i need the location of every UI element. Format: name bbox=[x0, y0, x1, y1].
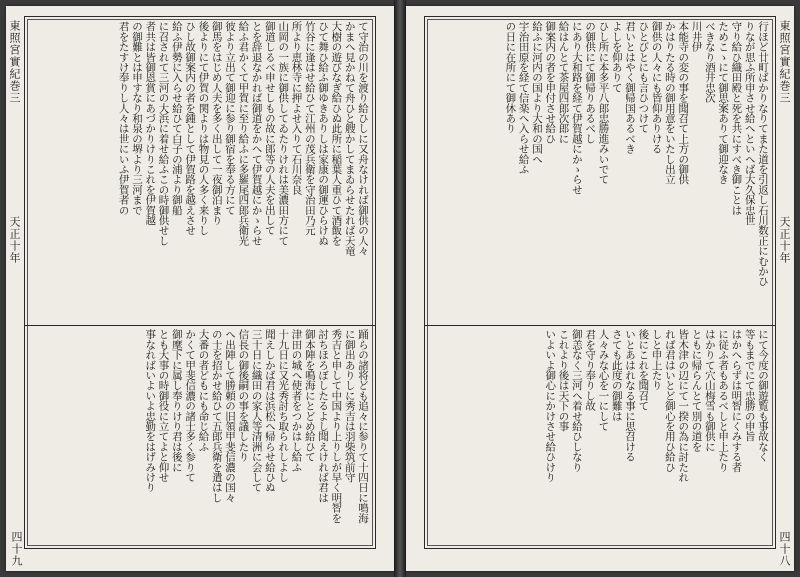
text-column: 君を守り奉りし故 bbox=[584, 328, 597, 411]
text-column: 本能寺の変の事を聞召て上方の御供 bbox=[677, 21, 690, 185]
left-top-block bbox=[31, 21, 369, 321]
text-column: 大番の者どもにも命じ給ふ bbox=[197, 328, 210, 452]
text-column: 御供の人々にも皆仰ありける bbox=[650, 21, 663, 154]
text-column: に従ふ者もあるべしと申上たり bbox=[717, 328, 730, 472]
text-column: 聞えしかば君は浜松へ帰らせ給ひぬ bbox=[263, 328, 276, 493]
section-divider-right bbox=[425, 325, 775, 326]
text-column: 君いとはやく御帰国あるべき bbox=[624, 21, 637, 154]
text-column: 大樹の遊びなぎ給ひぬ此所に稲葉人重ひて酒飯を bbox=[330, 21, 343, 246]
text-column: 踊らの諸将ども追々に参りて十四日に鳴海 bbox=[357, 328, 369, 523]
text-column: べきなり酒井忠次 bbox=[703, 21, 716, 103]
text-column: 討ちほろぼしたるよし聞えければ君は bbox=[317, 328, 330, 503]
text-column: の日に在所にて御休あり bbox=[504, 21, 517, 134]
text-column: しと申上たり bbox=[650, 328, 663, 391]
text-frame-left bbox=[24, 16, 376, 549]
text-column: 者共は皆御恩賞にあづかりけりこれを伊賀越 bbox=[144, 21, 157, 226]
text-column: にて今度の御遊覧も事故なく bbox=[757, 328, 769, 462]
text-column: 給ふ君かくて甲賀に至り給ふに多羅尾四郎兵衛光 bbox=[237, 21, 250, 246]
era-label-right: 天正十年 bbox=[778, 216, 791, 264]
text-column: 十九日に又光秀討ち取られしよし bbox=[277, 328, 290, 482]
right-bottom-block bbox=[431, 329, 769, 544]
text-frame-right bbox=[424, 16, 776, 549]
running-title-right: 東照宮實紀巻三 bbox=[778, 20, 791, 104]
text-column: に召されて三河の大浜に着せ給ふこの時御供せし bbox=[157, 21, 170, 246]
section-divider-left bbox=[25, 325, 375, 326]
right-page bbox=[406, 6, 794, 571]
text-column: 信長の御後嗣の事を議したり bbox=[237, 328, 250, 462]
text-column: かまへ見かねて舟ひと艘かしてまゐらせたれば天竜 bbox=[343, 21, 356, 256]
text-column: かくて甲斐信濃の諸士多く参りて bbox=[184, 328, 197, 482]
text-column: ひて舞ひ給ふ御ゆきありしは家康の御運ひらけぬ bbox=[317, 21, 330, 246]
folio-left: 四十九 bbox=[10, 531, 23, 567]
text-column: 給ふ伊勢に入らせ給ひて白子の浦より御船 bbox=[170, 21, 183, 215]
text-column: 給はんとて茶屋四郎次郎に bbox=[557, 21, 570, 144]
text-column: 行ほど廿町ばかりなりてまた道を引返し石川数正にむかひ bbox=[757, 21, 769, 287]
text-column: はかへらずは明智にくみする者 bbox=[730, 328, 743, 472]
text-column: 守り給ひ織田殿と死を共にすべき御ことは bbox=[730, 21, 743, 215]
text-column: ひし所に本多平八郎忠勝進みいでて bbox=[597, 21, 610, 185]
text-column: て守治の川を渡り給ひしに又舟なければ御供の人々 bbox=[357, 21, 369, 256]
text-column: の御供にて御帰りあるべし bbox=[584, 21, 597, 144]
text-column: 彼より立出て御迎に参り御宿を奉る方にて bbox=[224, 21, 237, 215]
text-column: 事なればいよいよ忠勤をはげみけり bbox=[144, 328, 157, 493]
text-column: とを辞退なかれば御道をかへて伊賀越にかゝらせ bbox=[250, 21, 263, 246]
text-column: 給ふに河内の国より大和の国へ bbox=[530, 21, 543, 164]
text-column: いよいよ御心にかけさせ給ひけり bbox=[544, 328, 557, 482]
text-column: よしを仰ありて bbox=[610, 21, 623, 93]
text-column: 御恙なく三河へ着せ給ひしなり bbox=[570, 328, 583, 472]
text-column: 竹谷に逢はせ給ひて江州の茂兵衛を守治田乃元 bbox=[303, 21, 316, 236]
text-column: 御道しるべ申せしもの故に郎等の人夫を出して bbox=[263, 21, 276, 236]
text-column: はかりて穴山梅雪も御供に bbox=[703, 328, 716, 452]
text-column: ためこゝにて御思案ありて御迎なき bbox=[717, 21, 730, 185]
text-column: 御麾下に属し奉りけり君は後に bbox=[170, 328, 183, 472]
text-column: れば君はいとど御心を用ひ給ひ bbox=[663, 328, 676, 472]
text-column: 後にこれを聞召て bbox=[637, 328, 650, 411]
text-column: りなが思ふ所申させ給へといへば大久保忠世 bbox=[743, 21, 756, 226]
text-column: いとあはれなる事に思召ける bbox=[624, 328, 637, 462]
text-column: 所より恵林寺に押よせ入りて石川奈良 bbox=[290, 21, 303, 195]
text-column: 後よりにて伊賀の関よりは物見の人多く来りし bbox=[197, 21, 210, 236]
running-title-left: 東照宮實紀巻三 bbox=[8, 20, 21, 104]
text-column: 三十日に織田の家人等清洲に会して bbox=[250, 328, 263, 493]
era-label-left: 天正十年 bbox=[8, 216, 21, 264]
text-column: 御馬をはじめ人夫を多く出して一夜御泊まり bbox=[210, 21, 223, 226]
text-column: とも大事の時御役に立てよと仰せ bbox=[157, 328, 170, 482]
text-column: ひとびとにも言ひつけて bbox=[637, 21, 650, 134]
text-column: 皆木津の辺にて一揆の為に討たれ bbox=[677, 328, 690, 482]
text-column: ひし故御案内の者を鍾として伊賀路を越えさせ bbox=[184, 21, 197, 236]
text-column: 等もまでにて忠勝の申旨 bbox=[743, 328, 756, 442]
book-gutter bbox=[394, 0, 406, 577]
text-column: 人々みな心を一にして bbox=[597, 328, 610, 431]
text-column: の御難とは申すなり和泉の堺より三河まで bbox=[130, 21, 143, 215]
left-bottom-block bbox=[31, 329, 369, 544]
text-column: 御案内の者を申付させ給ひ bbox=[544, 21, 557, 144]
text-column: かはりたる時の御用意をいたし出立 bbox=[663, 21, 676, 185]
text-column: の士を招かせ給ひて五郎兵衛を遣はし bbox=[210, 328, 223, 503]
text-column: 山岡の一族に御供してゐたりけれは美濃田方にて bbox=[277, 21, 290, 246]
text-column: 宇治田原を経て信楽へ入らせ給ふ bbox=[517, 21, 530, 175]
text-column: 秀吉と申して中国より上りしが早く明智を bbox=[330, 328, 343, 523]
text-column: これより後は天下の事 bbox=[557, 328, 570, 431]
text-column: 川井伊 bbox=[690, 21, 703, 52]
text-column: 津田の城へ使者をつかはし給ふ bbox=[290, 328, 303, 472]
text-column: にあり大和路を経て伊賀越にかゝらせ bbox=[570, 21, 583, 195]
left-page bbox=[6, 6, 394, 571]
text-column: さても此度の御難は bbox=[610, 328, 623, 421]
text-column: 御本陣を鳴海にとどめ給ひて bbox=[303, 328, 316, 462]
right-top-block bbox=[431, 21, 769, 321]
text-column: ともに帰らんとて別の道を bbox=[690, 328, 703, 452]
text-column: 君をたすけ奉りし人々は世にいふ伊賀者の bbox=[117, 21, 130, 215]
folio-right: 四十八 bbox=[778, 531, 791, 567]
text-column: に御出ありしに秀吉は羽柴筑前守 bbox=[343, 328, 356, 482]
text-column: へ出陣して勝頼の旧領甲斐信濃の国々 bbox=[224, 328, 237, 503]
